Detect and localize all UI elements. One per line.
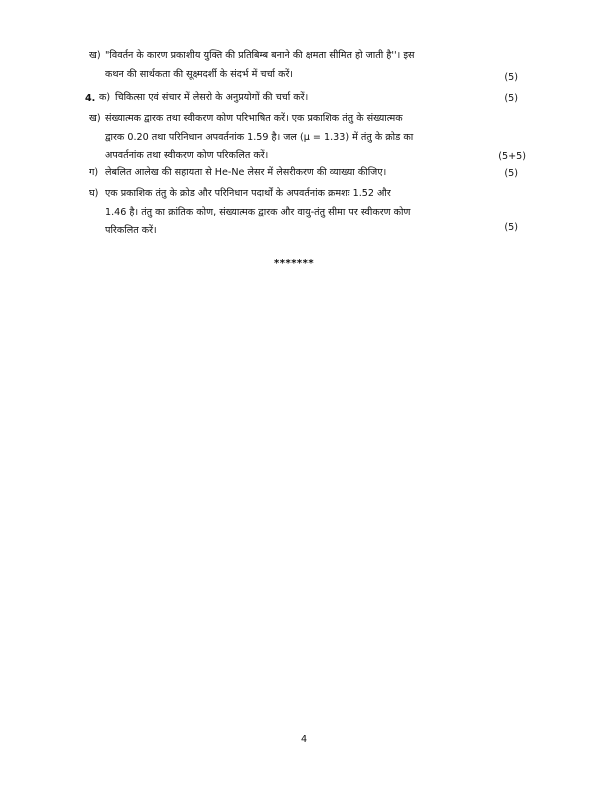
question-4-ka: [99, 89, 308, 108]
marks: (5): [504, 222, 518, 233]
question-4-ga: [89, 164, 386, 183]
question-label: ख): [89, 113, 101, 124]
question-3-kha: [89, 47, 415, 84]
marks: (5): [504, 93, 518, 104]
question-text: कथन की सार्थकता की सूक्ष्मदर्शी के संदर्भ में चर्चा करें।: [105, 68, 294, 80]
question-label: ग): [89, 167, 99, 178]
marks: (5): [504, 168, 518, 179]
question-text: परिकलित करें।: [105, 225, 157, 237]
question-4-gha: [89, 185, 410, 241]
question-label: घ): [89, 188, 99, 199]
marks: (5+5): [498, 151, 526, 162]
question-label: क): [99, 92, 111, 103]
page-number: 4: [301, 734, 308, 745]
question-text: "विवर्तन के कारण प्रकाशीय युक्ति की प्रतिबिम्ब बनाने की क्षमता सीमित हो जाती है''। इस: [105, 50, 415, 61]
question-text: लेबलित आलेख की सहायता से He-Ne लेसर में लेसरीकरण की व्याख्या कीजिए।: [105, 167, 387, 178]
question-text: चिकित्सा एवं संचार में लेसरो के अनुप्रयोगों की चर्चा करें।: [115, 92, 309, 103]
question-label: ख): [89, 50, 101, 61]
question-text: संख्यात्मक द्वारक तथा स्वीकरण कोण परिभाषित करें। एक प्रकाशिक तंतु के संख्यात्मक: [105, 113, 403, 124]
end-marker: *******: [274, 258, 315, 269]
question-text: 1.46 है। तंतु का क्रांतिक कोण, संख्यात्मक द्वारक और वायु-तंतु सीमा पर स्वीकरण कोण: [105, 206, 411, 218]
question-text: द्वारक 0.20 तथा परिनिधान अपवर्तनांक 1.59 है। जल (μ = 1.33) में तंतु के क्रोड का: [105, 131, 414, 143]
question-text: अपवर्तनांक तथा स्वीकरण कोण परिकलित करें।: [105, 150, 269, 162]
question-text: एक प्रकाशिक तंतु के क्रोड और परिनिधान पदार्थों के अपवर्तनांक क्रमशः 1.52 और: [105, 188, 391, 199]
question-number: 4.: [85, 93, 96, 104]
question-4-kha: [89, 110, 413, 166]
marks: (5): [504, 72, 518, 83]
